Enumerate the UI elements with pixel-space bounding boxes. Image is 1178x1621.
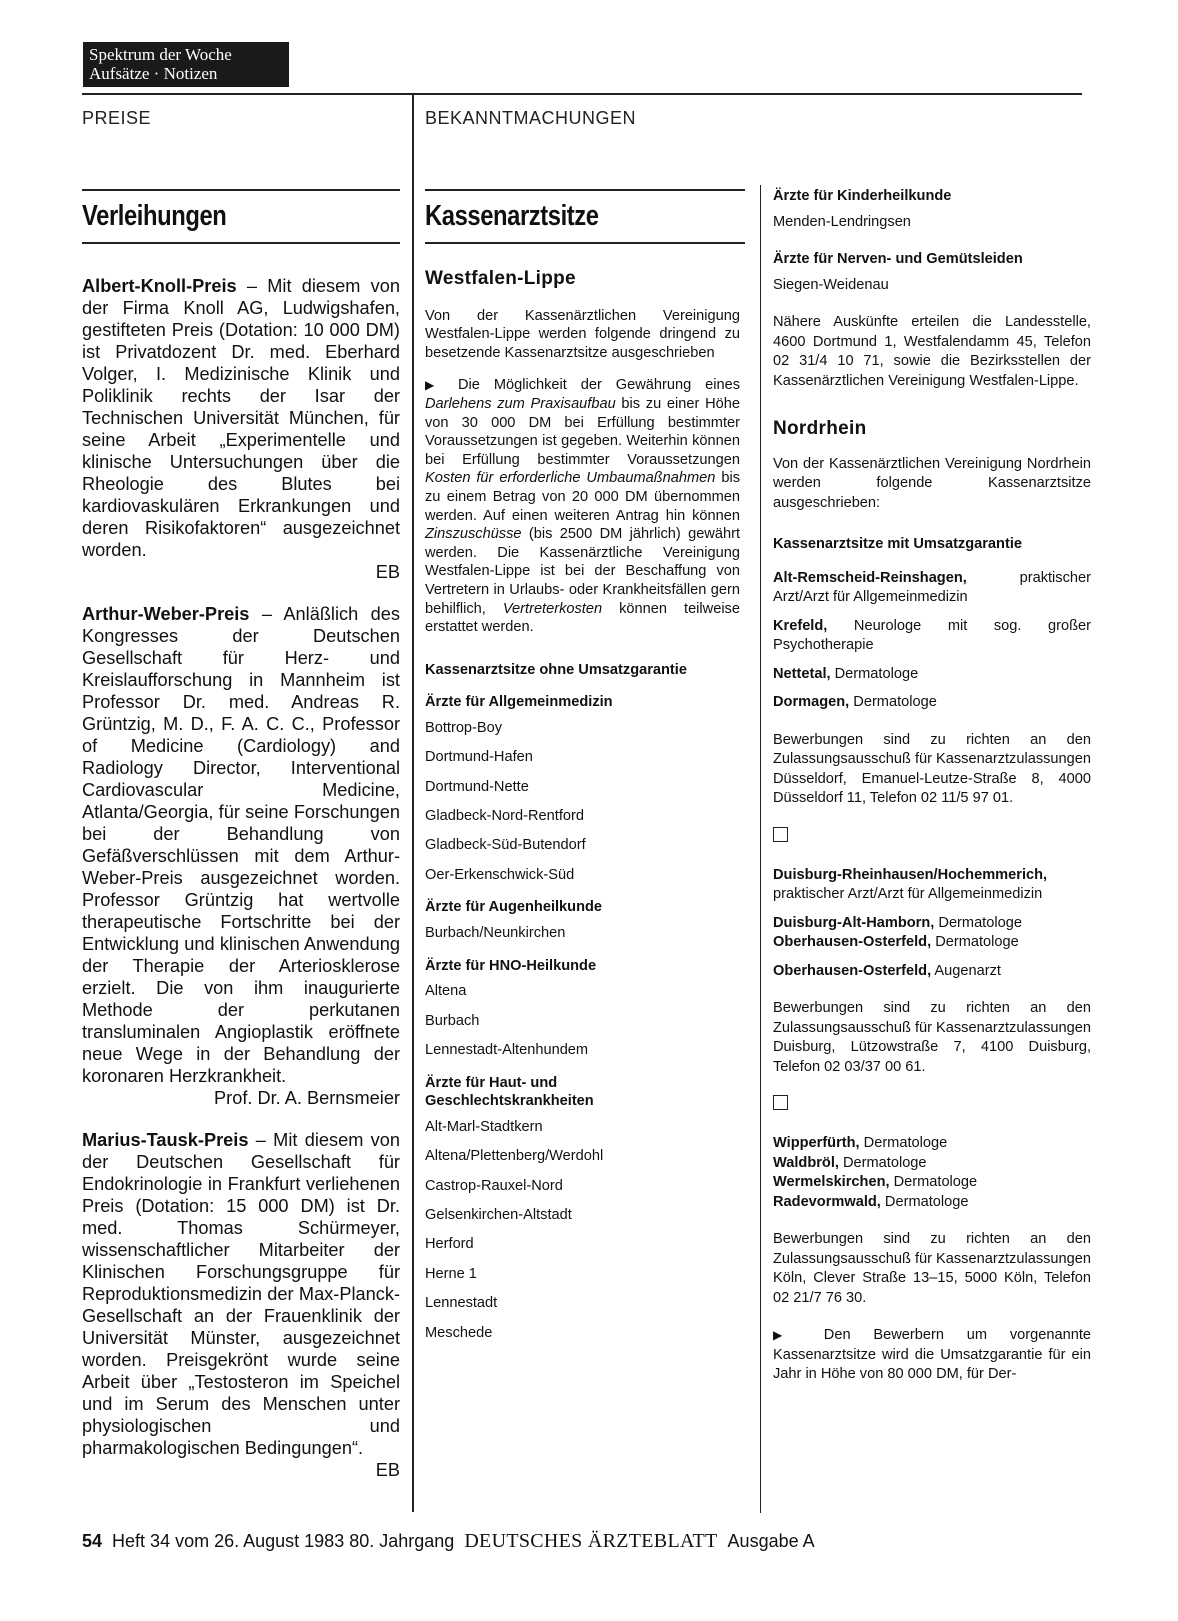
- place-item: Burbach: [425, 1012, 480, 1029]
- edition-label: Ausgabe A: [727, 1531, 815, 1551]
- rule-mid-title-bottom: [425, 242, 745, 244]
- arrow-icon: ▶: [773, 1328, 801, 1342]
- info-westfalen: Nähere Auskünfte erteilen die Landesstelle, 4600 Dortmund 1, Westfalendamm 45, Telefon 02 31/4 10 71, sowie die Bezirksstellen der Kassenärztlichen Vereinigung Westfalen-Lippe.: [773, 314, 1091, 389]
- intro-nordrhein: Von der Kassenärztlichen Vereinigung Nordrhein werden folgende Kassenarztsitze ausgeschrieben:: [773, 455, 1091, 511]
- note-text: bis zu einem Betrag von 20 000 DM übernommen werden. Auf einen weiteren Antrag hin können: [425, 470, 740, 524]
- checkbox-square-icon: [773, 827, 788, 842]
- vacancy-specialty: Dermatologe: [830, 665, 919, 682]
- note-emphasis: Darlehens zum Praxisaufbau: [425, 395, 616, 412]
- vacancy-entry: [773, 617, 1091, 656]
- prize-entry: [82, 275, 400, 583]
- place-item: Altena/Plettenberg/Werdohl: [425, 1148, 604, 1165]
- place-item: Gelsenkirchen-Altstadt: [425, 1206, 572, 1223]
- vacancy-location: Dormagen,: [773, 694, 850, 710]
- vacancy-entry: [773, 569, 1091, 608]
- vacancy-specialty: Dermatologe: [849, 694, 937, 710]
- vacancy-specialty: Augenarzt: [931, 962, 1001, 979]
- vacancy-entry: [773, 1134, 1091, 1154]
- note-emphasis: Vertreterkosten: [502, 600, 603, 617]
- vacancy-entry: [773, 1154, 1091, 1174]
- vacancy-location: Nettetal,: [773, 665, 831, 682]
- page-footer: [82, 1530, 815, 1553]
- place-item: Menden-Lendringsen: [773, 213, 911, 230]
- vacancy-entry: [773, 693, 1091, 713]
- title-verleihungen: Verleihungen: [82, 200, 227, 232]
- column-divider: [412, 94, 414, 1512]
- vacancy-location: Oberhausen-Osterfeld,: [773, 962, 932, 979]
- place-item: Herne 1: [425, 1265, 477, 1282]
- vacancy-entry: [773, 665, 1091, 685]
- vacancy-location: Wipperfürth,: [773, 1135, 860, 1151]
- column-divider-right: [760, 185, 761, 1513]
- region-heading-nordrhein: Nordrhein: [773, 418, 867, 439]
- checkbox-square-icon: [773, 1095, 788, 1110]
- vacancy-entry: [773, 962, 1091, 982]
- place-item: Siegen-Weidenau: [773, 276, 889, 293]
- rule-left-title-top: [82, 189, 400, 191]
- vacancy-specialty: Dermatologe: [838, 1154, 927, 1171]
- place-item: Lennestadt: [425, 1295, 498, 1312]
- rule-left-title-bottom: [82, 242, 400, 244]
- note-emphasis: Kosten für erforderliche Umbaumaßnahmen: [425, 470, 716, 487]
- place-item: Gladbeck-Nord-Rentford: [425, 808, 584, 825]
- guarantee-note: [773, 1326, 1091, 1385]
- group-heading: Ärzte für Haut- und Geschlechtskrankheiten: [425, 1074, 594, 1110]
- nordrhein-column: [773, 187, 1091, 1385]
- prize-name: Albert-Knoll-Preis: [82, 276, 237, 296]
- vacancy-entry: [773, 914, 1091, 934]
- prize-signature: Prof. Dr. A. Bernsmeier: [214, 1088, 400, 1108]
- vacancy-specialty: praktischer Arzt/Arzt für Allgemeinmedizin: [773, 886, 1043, 902]
- place-item: Gladbeck-Süd-Butendorf: [425, 837, 586, 854]
- magazine-name: DEUTSCHES ÄRZTEBLATT: [464, 1530, 718, 1552]
- note-text: Die Möglichkeit der Gewährung eines: [444, 377, 740, 394]
- application-address-duesseldorf: Bewerbungen sind zu richten an den Zulassungsausschuß für Kassenarztzulassungen Düsseldorf, Emanuel-Leutze-Straße 8, 4000 Düsseldorf 11, Telefon 02 11/5 97 01.: [773, 731, 1091, 806]
- place-item: Altena: [425, 983, 467, 1000]
- vacancy-specialty: Neurologe mit sog. großer Psychotherapie: [773, 617, 1091, 653]
- place-item: Lennestadt-Altenhundem: [425, 1041, 589, 1058]
- subhead-ohne-umsatzgarantie: Kassenarztsitze ohne Umsatzgarantie: [425, 661, 687, 678]
- group-heading: Ärzte für Nerven- und Gemütsleiden: [773, 251, 1023, 267]
- place-item: Meschede: [425, 1324, 493, 1341]
- masthead-line-2: Aufsätze · Notizen: [89, 64, 218, 83]
- vacancy-entry: [773, 866, 1091, 905]
- prize-entry: [82, 1129, 400, 1481]
- application-address-koeln: Bewerbungen sind zu richten an den Zulassungsausschuß für Kassenarztzulassungen Köln, Clever Straße 13–15, 5000 Köln, Telefon 02 21/7 76 30.: [773, 1231, 1091, 1306]
- masthead: [83, 42, 289, 87]
- place-item: Alt-Marl-Stadtkern: [425, 1118, 543, 1135]
- prize-signature: EB: [375, 562, 400, 582]
- prize-entry: [82, 603, 400, 1109]
- page-number: 54: [82, 1531, 103, 1551]
- vacancy-specialty: Dermatologe: [880, 1193, 969, 1210]
- group-heading: Ärzte für HNO-Heilkunde: [425, 957, 597, 974]
- vacancy-location: Waldbröl,: [773, 1154, 839, 1171]
- place-item: Dortmund-Hafen: [425, 749, 533, 766]
- place-item: Castrop-Rauxel-Nord: [425, 1177, 563, 1194]
- arrow-icon: ▶: [425, 378, 445, 393]
- note-text: (bis 2500 DM jährlich) gewährt werden. Die Kassenärztliche Vereinigung Westfalen-Lippe ist bei der Beschaffung von Vertretern in Urlaubs- oder Krankheitsfällen gern behilflich,: [425, 526, 740, 617]
- vacancy-entry: [773, 1173, 1091, 1193]
- section-label-bekanntmachungen: BEKANNTMACHUNGEN: [425, 108, 637, 128]
- note-text: können teilweise erstattet werden.: [425, 600, 740, 636]
- vacancy-location: Wermelskirchen,: [773, 1174, 890, 1190]
- vacancy-location: Krefeld,: [773, 617, 828, 634]
- vacancy-specialty: Dermatologe: [934, 914, 1022, 931]
- note-emphasis: Zinszuschüsse: [425, 526, 522, 543]
- place-item: Bottrop-Boy: [425, 719, 503, 736]
- vacancy-location: Duisburg-Rheinhausen/Hochemmerich,: [773, 866, 1048, 883]
- vacancy-specialty: praktischer Arzt/Arzt für Allgemeinmedizin: [773, 569, 1091, 605]
- prize-signature: EB: [375, 1460, 400, 1480]
- vacancy-location: Radevormwald,: [773, 1193, 881, 1210]
- subhead-mit-umsatzgarantie: Kassenarztsitze mit Umsatzgarantie: [773, 536, 1022, 552]
- vacancy-entry: [773, 933, 1091, 953]
- place-item: Herford: [425, 1236, 474, 1253]
- vacancy-location: Oberhausen-Osterfeld,: [773, 934, 932, 950]
- place-item: Oer-Erkenschwick-Süd: [425, 866, 575, 883]
- prize-text: – Mit diesem von der Deutschen Gesellschaft für Endokrinologie in Frankfurt verliehenen Preis (Dotation: 15 000 DM) ist Dr. med. Thomas Schürmeyer, wissenschaftlicher Mitarbeiter der Klinischen Forschungsgruppe für Reproduktionsmedizin der Max-Planck-Gesellschaft an der Frauenklinik der Universität Münster, ausgezeichnet worden. Preisgekrönt wurde seine Arbeit über „Testosteron im Speichel und im Serum des Menschen unter physiologischen und pharmakologischen Bedingungen“.: [82, 1130, 400, 1458]
- vacancy-location: Duisburg-Alt-Hamborn,: [773, 914, 935, 931]
- top-rule: [82, 93, 1082, 95]
- guarantee-text: Den Bewerbern um vorgenannte Kassenarztsitze wird die Umsatzgarantie für ein Jahr in Höhe von 80 000 DM, für Der-: [773, 1327, 1092, 1382]
- note-text: bis zu einer Höhe von 30 000 DM bei Erfüllung bestimmter Voraussetzungen ist gegeben. Weiterhin können bei Erfüllung bestimmter Voraussetzungen: [425, 395, 740, 468]
- issue-info: Heft 34 vom 26. August 1983 80. Jahrgang: [112, 1531, 455, 1551]
- application-address-duisburg: Bewerbungen sind zu richten an den Zulassungsausschuß für Kassenarztzulassungen Duisburg, Lützowstraße 7, 4100 Duisburg, Telefon 02 03/37 00 61.: [773, 1000, 1091, 1075]
- prize-name: Arthur-Weber-Preis: [82, 604, 250, 624]
- prizes-column: [82, 275, 400, 1501]
- region-heading-westfalen: Westfalen-Lippe: [425, 268, 576, 289]
- rule-mid-title-top: [425, 189, 745, 191]
- vacancy-specialty: Dermatologe: [931, 934, 1019, 950]
- group-heading: Ärzte für Allgemeinmedizin: [425, 694, 613, 711]
- vacancy-specialty: Dermatologe: [889, 1174, 978, 1190]
- section-label-preise: PREISE: [82, 108, 152, 128]
- place-item: Dortmund-Nette: [425, 778, 529, 795]
- westfalen-column: [425, 270, 740, 1353]
- vacancy-location: Alt-Remscheid-Reinshagen,: [773, 569, 967, 586]
- funding-note: [425, 376, 740, 636]
- intro-westfalen: Von der Kassenärztlichen Vereinigung Westfalen-Lippe werden folgende dringend zu besetzende Kassenarztsitze ausgeschrieben: [425, 307, 740, 361]
- masthead-line-1: Spektrum der Woche: [89, 45, 232, 64]
- vacancy-entry: [773, 1193, 1091, 1213]
- prize-text: – Mit diesem von der Firma Knoll AG, Ludwigshafen, gestifteten Preis (Dotation: 10 000 DM) ist Privatdozent Dr. med. Eberhard Volger, I. Medizinische Klinik und Poliklinik rechts der Isar der Technischen Universität München, für seine Arbeit „Experimentelle und klinische Untersuchungen über die Rheologie des Blutes bei kardiovaskulären Erkrankungen und deren Risikofaktoren“ ausgezeichnet worden.: [82, 276, 400, 560]
- title-kassenarztsitze: Kassenarztsitze: [425, 200, 599, 232]
- prize-text: – Anläßlich des Kongresses der Deutschen Gesellschaft für Herz- und Kreislaufforschung in Mannheim ist Professor Dr. med. Andreas R. Grüntzig, M. D., F. A. C. C., Professor of Medicine (Cardiology) and Radiology Director, Interventional Cardiovascular Medicine, Atlanta/Georgia, für seine Forschungen bei der Behandlung von Gefäßverschlüssen mit dem Arthur-Weber-Preis ausgezeichnet worden. Professor Grüntzig hat wertvolle therapeutische Fortschritte bei der Entwicklung und klinischen Anwendung der Therapie der Arteriosklerose erzielt. Die von ihm inaugurierte Methode der perkutanen transluminalen Angioplastik eröffnete neue Wege in der Behandlung der koronaren Herzkrankheit.: [82, 604, 400, 1086]
- place-item: Burbach/Neunkirchen: [425, 925, 566, 942]
- group-heading: Ärzte für Kinderheilkunde: [773, 188, 952, 204]
- prize-name: Marius-Tausk-Preis: [82, 1130, 249, 1150]
- vacancy-specialty: Dermatologe: [859, 1135, 948, 1151]
- group-heading: Ärzte für Augenheilkunde: [425, 899, 603, 916]
